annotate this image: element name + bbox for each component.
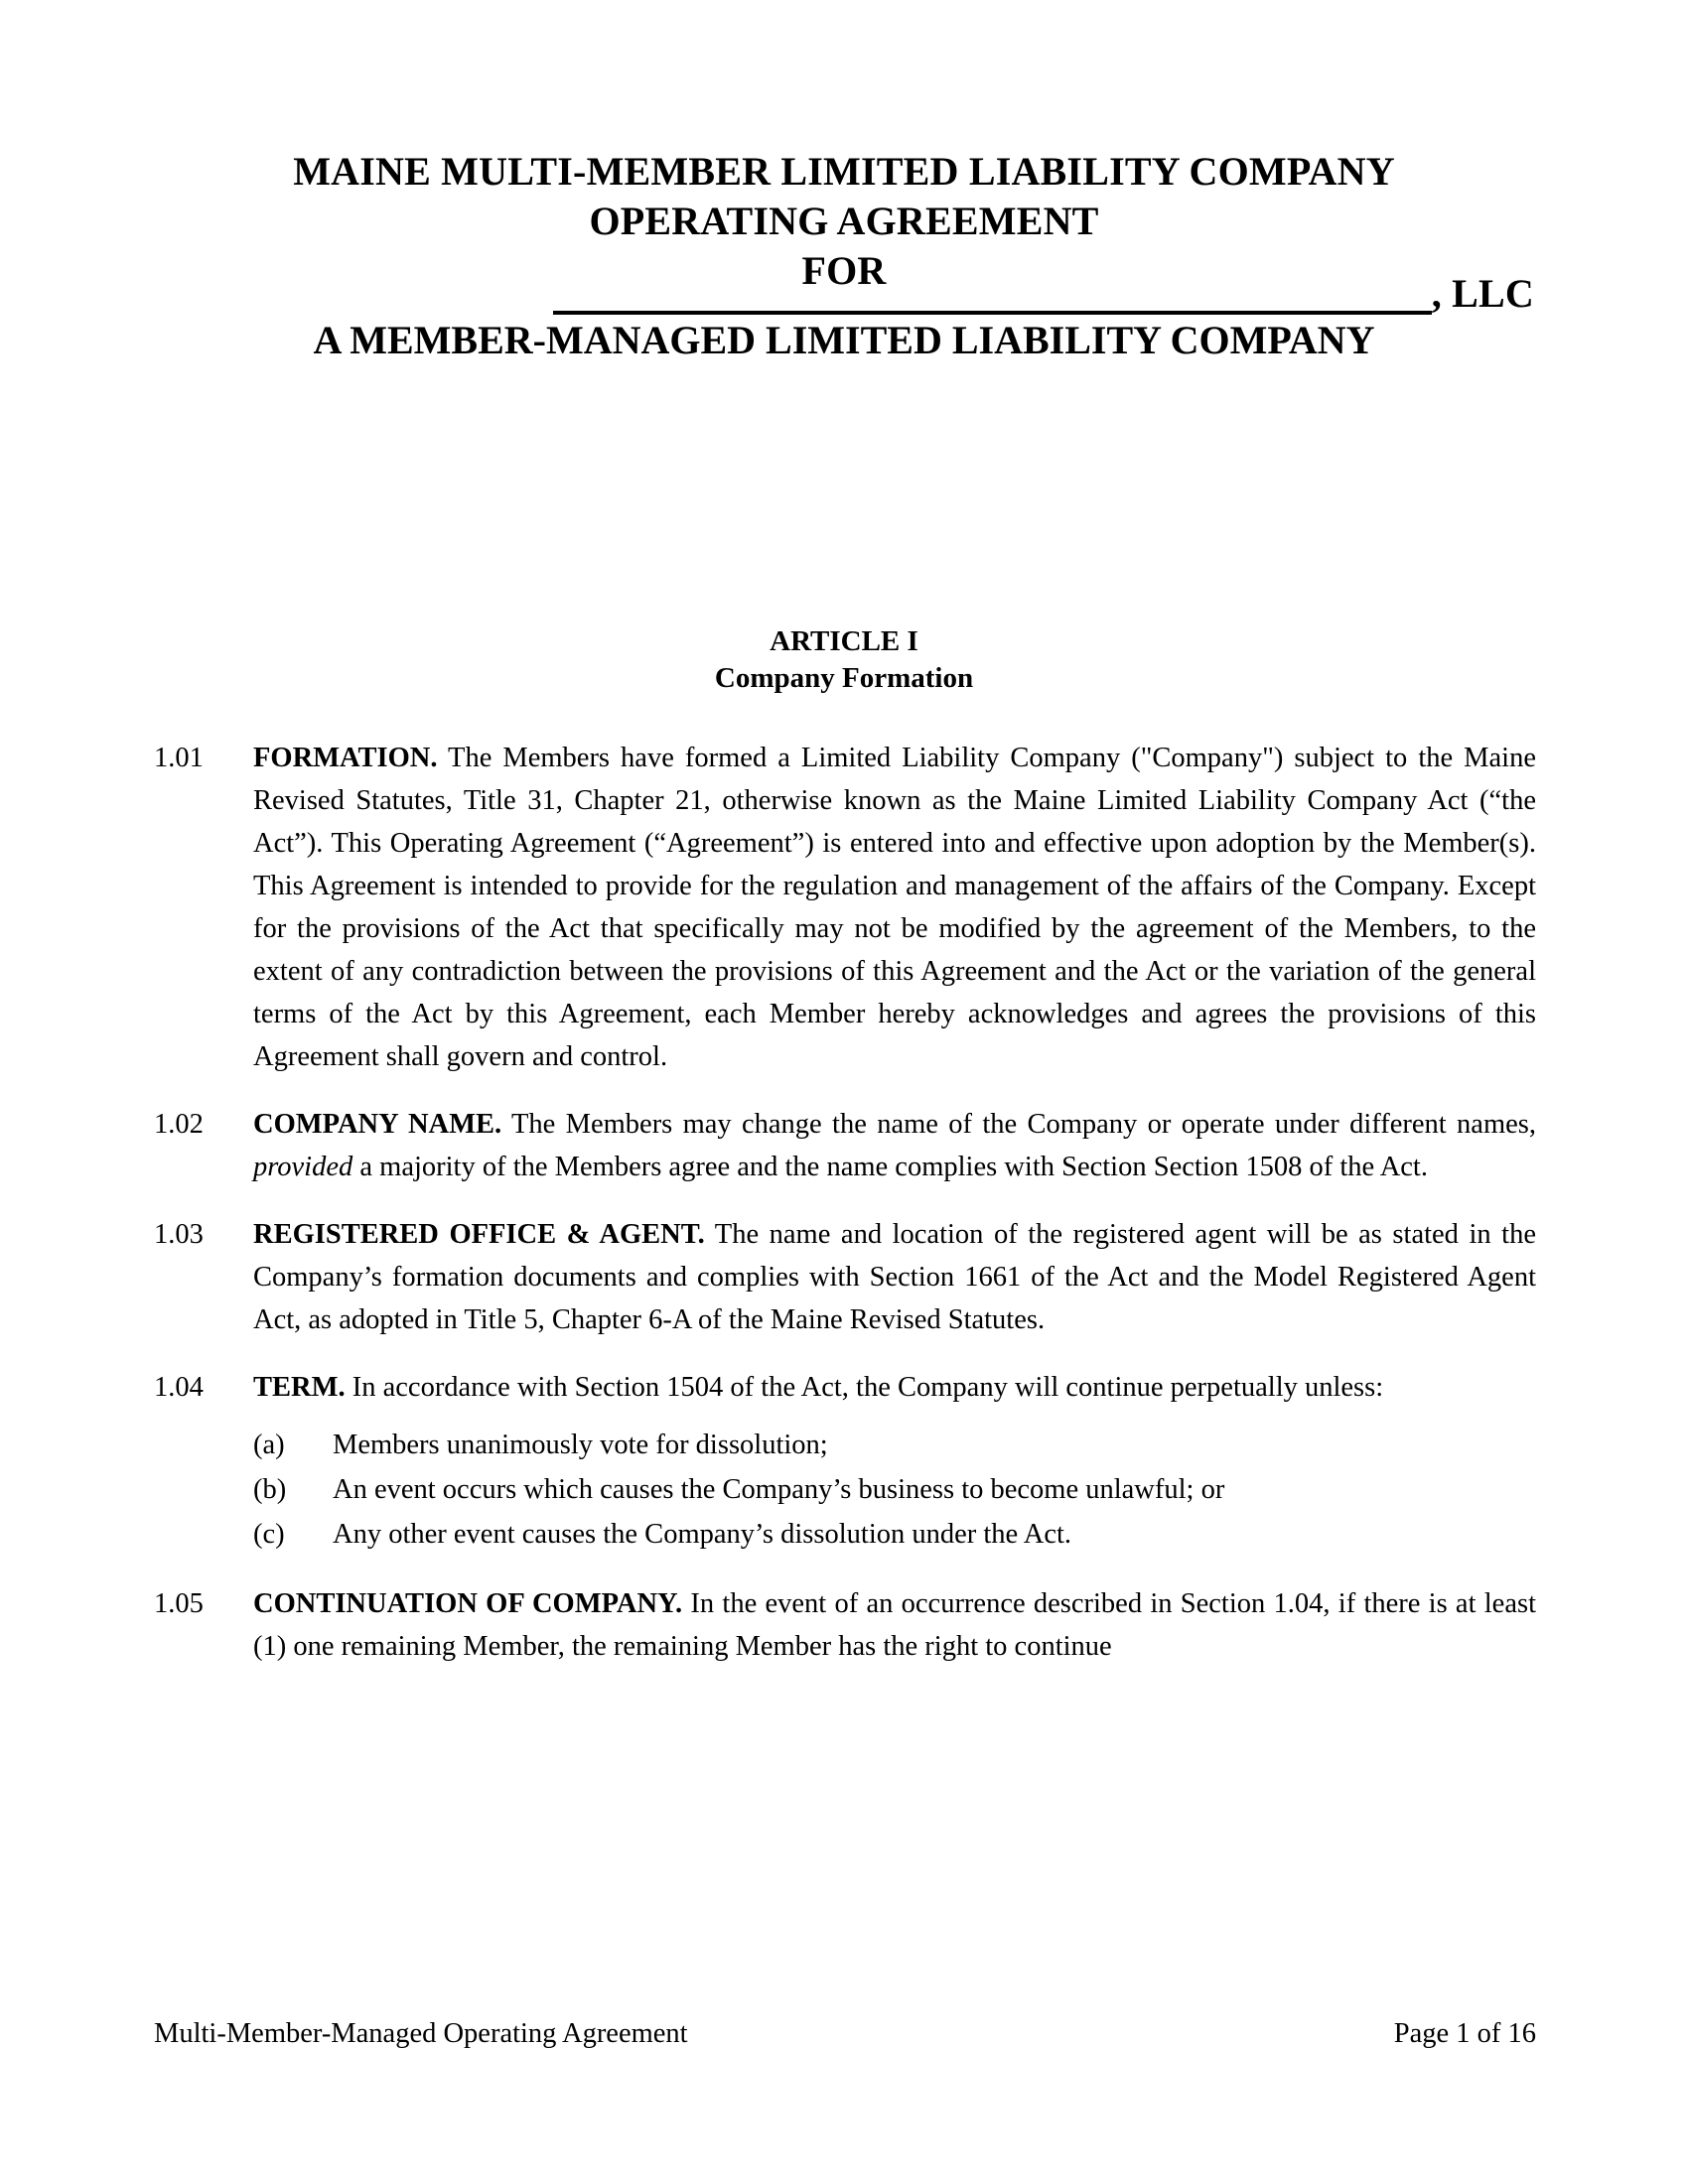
section-body-pre: The Members may change the name of the Company or operate under different names, [501,1109,1536,1140]
section-body: In the event of an occurrence described in Section 1.04, if there is at least (1) one remaining Member, the remaining Member has the right to continue [253,1588,1536,1662]
section-heading: REGISTERED OFFICE & AGENT. [253,1219,705,1250]
section-1-01 [154,737,1536,1078]
list-item [253,1467,1536,1512]
section-body-post: a majority of the Members agree and the name complies with Section Section 1508 of the Act. [352,1152,1428,1182]
term-dissolution-list [154,1423,1536,1557]
article-title: Company Formation [714,662,974,694]
footer-page-number: Page 1 of 16 [1393,2018,1536,2049]
section-heading: TERM. [253,1372,346,1403]
page-footer [154,2016,1536,2052]
llc-suffix-label: , LLC [1431,271,1534,316]
section-heading: FORMATION. [253,743,438,773]
title-line-3: FOR [801,248,887,293]
footer-document-name: Multi-Member-Managed Operating Agreement [154,2018,688,2049]
article-number: ARTICLE I [770,625,918,657]
section-number: 1.03 [154,1219,204,1250]
list-item-text: Members unanimously vote for dissolution; [333,1430,828,1460]
section-heading: COMPANY NAME. [253,1109,502,1140]
list-item-letter: (c) [253,1519,285,1550]
list-item [253,1423,1536,1467]
section-heading: CONTINUATION OF COMPANY. [253,1588,683,1619]
document-body [154,737,1536,1693]
section-number: 1.02 [154,1109,204,1140]
section-number: 1.01 [154,743,204,773]
section-body: In accordance with Section 1504 of the Act, the Company will continue perpetually unless: [345,1372,1384,1403]
list-item-letter: (b) [253,1474,287,1505]
section-body: The Members have formed a Limited Liability Company ("Company") subject to the Maine Revised Statutes, Title 31, Chapter 21, otherwise known as the Maine Limited Liability Company Act (“the Act”). This Operating Agreement (“Agreement”) is entered into and effective upon adoption by the Member(s). This Agreement is intended to provide for the regulation and management of the affairs of the Company. Except for the provisions of the Act that specifically may not be modified by the agreement of the Members, to the extent of any contradiction between the provisions of this Agreement and the Act or the variation of the general terms of the Act by this Agreement, each Member hereby acknowledges and agrees the provisions of this Agreement shall govern and control. [253,743,1536,1072]
company-name-blank-field[interactable] [553,271,1432,315]
section-number: 1.04 [154,1372,204,1403]
document-subtitle: A MEMBER-MANAGED LIMITED LIABILITY COMPANY [313,318,1375,362]
title-line-2: OPERATING AGREEMENT [589,199,1099,243]
section-1-04 [154,1366,1536,1409]
section-1-05 [154,1582,1536,1668]
list-item-letter: (a) [253,1430,285,1460]
list-item-text: Any other event causes the Company’s dissolution under the Act. [333,1519,1072,1550]
section-body: The name and location of the registered agent will be as stated in the Company’s formation documents and complies with Section 1661 of the Act and the Model Registered Agent Act, as adopted in Title 5, Chapter 6-A of the Maine Revised Statutes. [253,1219,1536,1335]
article-heading [154,623,1534,697]
list-item-text: An event occurs which causes the Company’s business to become unlawful; or [333,1474,1225,1505]
title-line-1: MAINE MULTI-MEMBER LIMITED LIABILITY COMPANY [293,149,1395,194]
section-number: 1.05 [154,1588,204,1619]
section-body-emphasis: provided [253,1152,353,1182]
section-1-02 [154,1103,1536,1188]
section-1-03 [154,1213,1536,1341]
list-item [253,1512,1536,1557]
